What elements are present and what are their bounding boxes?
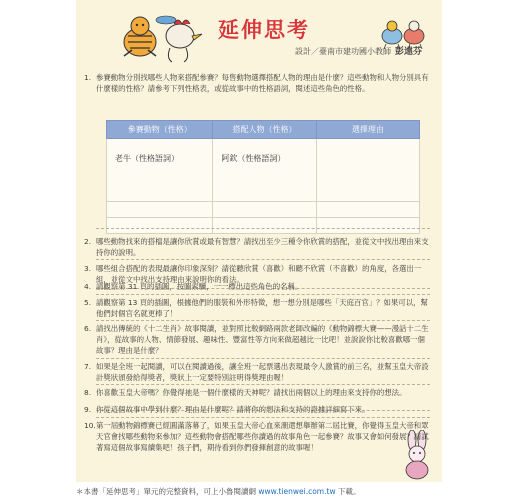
question-10 — [84, 420, 430, 453]
question-6 — [84, 323, 430, 356]
question-1 — [84, 72, 430, 94]
divider — [96, 228, 430, 229]
designer-credit — [0, 44, 422, 57]
table-cell — [107, 202, 213, 218]
question-number: 3. — [84, 264, 92, 273]
table-row — [107, 139, 420, 202]
footer-text-end: 下載。 — [337, 487, 361, 496]
question-number: 7. — [84, 362, 92, 371]
question-text: 哪些動物找來的搭檔是讓你欣賞或最有智慧？請找出至少三種令你欣賞的搭配，並從文中找出理由來支持你的說明。 — [96, 237, 429, 257]
col-header-partner: 搭配人物（性格） — [213, 121, 316, 139]
table-cell: 老牛（性格語詞） — [107, 139, 213, 202]
table-cell — [213, 202, 316, 218]
table-cell: 阿欽（性格語詞） — [213, 139, 316, 202]
question-number: 8. — [84, 388, 92, 397]
question-text: 請觀察第 13 頁的插圖，根據他們的服裝和外形特徵，想一想分別是哪些「天庭百官」？如果可以，幫他們封個官名就更棒了！ — [96, 298, 428, 318]
download-link[interactable]: www.tienwei.com.tw — [258, 487, 336, 496]
question-text: 如果是全班一起閱讀，可以在閱讀過後，讓全班一起票選出表現最令人激賞的前三名，並幫玉皇大帝設計獎狀頒發給得獎者，獎狀上一定要特別註明得獎理由喔！ — [96, 362, 429, 382]
divider — [96, 294, 430, 295]
question-text: 第一屆動物錦標賽已經圓滿落幕了，如果玉皇大帝心血來潮還想舉辦第二屆比賽，你覺得玉皇大帝和眾天官會找哪些動物來參加？這些動物會搭配哪些你讀過的故事角色一起參賽？故事又會如何發展？請試著寫這個故事寫續集吧！孩子們，期待看到你們發揮創意的故事喔！ — [96, 421, 429, 452]
table-cell — [107, 218, 213, 234]
question-5 — [84, 297, 430, 319]
question-number: 9. — [84, 405, 92, 414]
table-cell — [316, 202, 419, 218]
divider — [96, 358, 430, 359]
question-text: 你從這個故事中學到什麼？理由是什麼呢？請將你的想法和支持的證據詳細寫下來。 — [96, 405, 370, 414]
question-number: 4. — [84, 282, 92, 291]
table-header-row — [107, 121, 420, 139]
question-text: 請觀察第 31 頁的插圖，按圖索驥，一一標出這些角色的名稱。 — [96, 282, 303, 291]
divider — [96, 384, 430, 385]
divider — [96, 417, 430, 418]
divider — [96, 259, 430, 260]
table-row — [107, 202, 420, 218]
question-4 — [84, 281, 430, 292]
page-title: 延伸思考 — [218, 18, 310, 42]
question-number: 5. — [84, 298, 92, 307]
footer-note — [76, 486, 442, 497]
col-header-animal: 參賽動物（性格） — [107, 121, 213, 139]
question-2 — [84, 236, 430, 258]
table-cell — [316, 218, 419, 234]
question-text: 哪些組合搭配的表現最讓你印象深刻？請從聽欣賞（喜歡）和聽不欣賞（不喜歡）的角度，各選出一組，並從文中找出支持理由來說明你的看法。 — [96, 264, 422, 284]
question-number: 1. — [84, 73, 92, 82]
footer-text: ＊本書「延伸思考」單元的完整資料，可上小魯閱讀網 — [76, 487, 256, 496]
question-text: 請找出傳統的《十二生肖》故事閱讀，並對照比較網路兩款老師改編的《動物錦標大賽——漫話十二生肖》，從故事的人物、情節發展、趣味性、豐富性等方向來做超越比一比吧！並說說你比較喜歡哪一個故事？理由是什麼？ — [96, 324, 429, 355]
divider — [96, 320, 430, 321]
question-number: 6. — [84, 324, 92, 333]
question-number: 10. — [84, 421, 96, 430]
question-9 — [84, 404, 430, 415]
question-text: 你喜歡玉皇大帝嗎？你覺得祂是一個什麼樣的天神呢？請找出兩個以上的理由來支持你的想法。 — [96, 388, 407, 397]
table-cell — [213, 218, 316, 234]
credit-label: 設計／臺南市建功國小教師 — [294, 47, 391, 56]
table-row — [107, 218, 420, 234]
question-text: 參賽動物分別找哪些人物來搭配參賽？每售動物選擇搭配人物的理由是什麼？這些動物和人物分別具有什麼樣的性格？請參考下列性格表，或從故事中的性格語詞，閱述這些角色的性格。 — [96, 73, 429, 93]
question-7 — [84, 361, 430, 383]
question-8 — [84, 387, 430, 398]
col-header-reason: 選擇理由 — [316, 121, 419, 139]
character-table — [106, 120, 420, 234]
credit-name: 彭遠芬 — [394, 47, 422, 57]
question-number: 2. — [84, 237, 92, 246]
table-cell — [316, 139, 419, 202]
